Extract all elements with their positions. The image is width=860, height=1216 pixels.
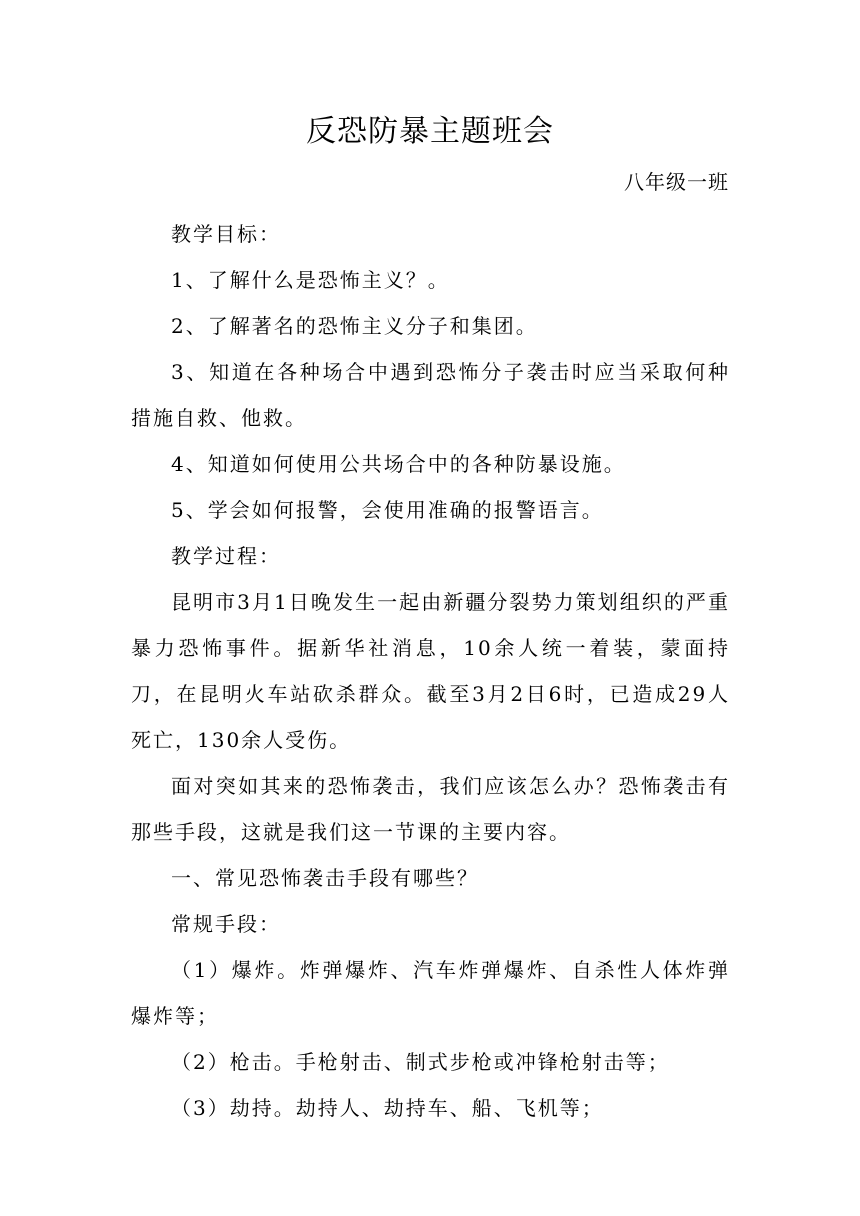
paragraph-introduction: 面对突如其来的恐怖袭击，我们应该怎么办？恐怖袭击有那些手段，这就是我们这一节课的主要内容。 bbox=[131, 774, 730, 844]
class-name: 八年级一班 bbox=[624, 170, 729, 194]
paragraph-objectives-heading: 教学目标： bbox=[171, 222, 281, 246]
document-body bbox=[131, 211, 730, 1131]
paragraph-objective-4: 4、知道如何使用公共场合中的各种防暴设施。 bbox=[171, 452, 626, 476]
paragraph-objective-2: 2、了解著名的恐怖主义分子和集团。 bbox=[171, 314, 538, 338]
paragraph-item-shooting: （2）枪击。手枪射击、制式步枪或冲锋枪射击等； bbox=[171, 1050, 670, 1074]
paragraph-conventional-means: 常规手段： bbox=[171, 912, 281, 936]
paragraph-objective-5: 5、学会如何报警，会使用准确的报警语言。 bbox=[171, 498, 604, 522]
paragraph-section-1-heading: 一、常见恐怖袭击手段有哪些？ bbox=[171, 866, 479, 890]
paragraph-item-hijacking: （3）劫持。劫持人、劫持车、船、飞机等； bbox=[171, 1096, 604, 1120]
paragraph-objective-3: 3、知道在各种场合中遇到恐怖分子袭击时应当采取何种措施自救、他救。 bbox=[131, 360, 730, 430]
paragraph-kunming-event: 昆明市3月1日晚发生一起由新疆分裂势力策划组织的严重暴力恐怖事件。据新华社消息，10余人统一着装，蒙面持刀，在昆明火车站砍杀群众。截至3月2日6时，已造成29人死亡，130余人受伤。 bbox=[131, 590, 730, 752]
paragraph-objective-1: 1、了解什么是恐怖主义？。 bbox=[171, 268, 450, 292]
paragraph-item-explosion: （1）爆炸。炸弹爆炸、汽车炸弹爆炸、自杀性人体炸弹爆炸等； bbox=[131, 958, 730, 1028]
document-title: 反恐防暴主题班会 bbox=[306, 114, 554, 149]
paragraph-process-heading: 教学过程： bbox=[171, 544, 281, 568]
